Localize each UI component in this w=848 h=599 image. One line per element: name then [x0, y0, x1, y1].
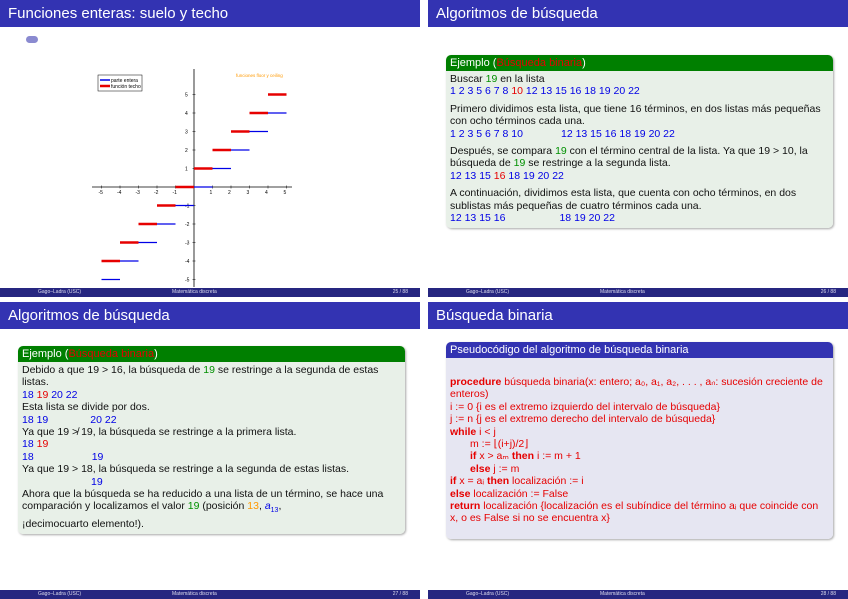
x-tick-label: 3: [246, 190, 250, 196]
y-tick-label: -4: [185, 259, 190, 265]
y-tick-label: -5: [185, 277, 190, 284]
x-tick-label: 2: [228, 190, 231, 196]
footer-author: Gago–Ladra (USC): [466, 289, 510, 295]
footer-author: Gago–Ladra (USC): [38, 289, 82, 295]
paragraph-found: Ahora que la búsqueda se ha reducido a una lista de un término, se hace una comparación y localizamos el valor 19 (posición 13, $a_{13}$,: [22, 488, 384, 515]
footer-author: Gago–Ladra (USC): [466, 591, 510, 597]
plot-title: funciones floor y ceiling: [236, 73, 283, 78]
block-body: [18, 362, 405, 534]
list-b: 18 19 20 22: [22, 413, 117, 426]
y-tick-label: 1: [185, 166, 188, 173]
y-tick-label: -3: [185, 240, 190, 247]
x-tick-label: 1: [209, 190, 213, 196]
paragraph-fourteenth: ¡decimocuarto elemento!).: [22, 517, 144, 530]
floor-ceiling-plot: [0, 27, 420, 287]
footer-course: Matemática discreta: [172, 591, 217, 597]
slide-footer: [428, 288, 848, 297]
slide-title: Búsqueda binaria: [428, 302, 848, 329]
search-target: Buscar 19 en la lista: [450, 73, 545, 85]
list-c: 18 19: [22, 438, 49, 451]
y-tick-label: 3: [185, 129, 188, 136]
footer-page: 28 / 88: [820, 591, 836, 597]
if-found-line: if x = aᵢ then localización := i: [450, 475, 584, 488]
slide-busqueda-1: [428, 0, 848, 297]
slide-pseudocodigo: [428, 302, 848, 599]
footer-course: Matemática discreta: [172, 289, 217, 295]
init-i-line: i := 0 {i es el extremo izquierdo del intervalo de búsqueda}: [450, 400, 720, 413]
slide-footer: [0, 590, 420, 599]
list-second: 12 13 15 16 18 19 20 22: [450, 169, 564, 182]
paragraph-next: A continuación, dividimos esta lista, que cuenta con ocho términos, en dos sublistas más pequeñas de cuatro términos cada una.: [450, 187, 797, 212]
list-sublists: 12 13 15 16 18 19 20 22: [450, 212, 615, 225]
pseudocode-block: [446, 342, 833, 539]
example-block: [18, 346, 405, 534]
x-tick-label: -5: [98, 190, 103, 196]
paragraph-split: Esta lista se divide por dos.: [22, 401, 150, 414]
footer-page: 26 / 88: [820, 289, 836, 295]
y-tick-label: 4: [185, 111, 188, 117]
paragraph-second: Ya que 19 > 18, la búsqueda se restringe a la segunda de estas listas.: [22, 463, 349, 476]
example-block: [446, 55, 833, 228]
y-tick-label: -2: [185, 222, 190, 228]
slide-title: Funciones enteras: suelo y techo: [0, 0, 420, 27]
y-tick-label: -1: [185, 203, 190, 210]
paragraph-restrict: Debido a que 19 > 16, la búsqueda de 19 se restringe a la segunda de estas listas.: [22, 364, 379, 389]
paragraph-compare: Después, se compara 19 con el término central de la lista. Ya que 19 > 10, la búsqueda de 19 se restringe a la segunda lista.: [450, 145, 808, 170]
list-a: 18 19 20 22: [22, 388, 78, 401]
y-tick-label: 5: [185, 92, 188, 99]
block-title: Pseudocódigo del algoritmo de búsqueda binaria: [446, 342, 833, 358]
block-body: [446, 71, 833, 228]
footer-author: Gago–Ladra (USC): [38, 591, 82, 597]
while-line: while i < j: [450, 425, 496, 438]
footer-course: Matemática discreta: [600, 289, 645, 295]
y-tick-label: 2: [185, 148, 188, 154]
x-tick-label: -2: [154, 190, 159, 196]
block-body: [446, 358, 833, 539]
x-tick-label: 5: [283, 190, 287, 196]
list-full: 1 2 3 5 6 7 8 10 12 13 15 16 18 19 20 22: [450, 85, 640, 98]
else-false-line: else localización := False: [450, 487, 569, 500]
block-title: Ejemplo (Búsqueda binaria): [18, 346, 405, 362]
x-tick-label: -3: [135, 190, 140, 196]
x-tick-label: -1: [172, 190, 177, 196]
paragraph-divide: Primero dividimos esta lista, que tiene 16 términos, en dos listas más pequeñas con ocho términos cada una.: [450, 102, 821, 128]
footer-course: Matemática discreta: [600, 591, 645, 597]
if-line: if x > aₘ then i := m + 1: [470, 450, 581, 463]
x-tick-label: -4: [117, 190, 122, 196]
slide-busqueda-2: [0, 302, 420, 599]
slide-footer: [428, 590, 848, 599]
x-tick-label: 4: [265, 190, 268, 196]
procedure-line: procedure búsqueda binaria(x: entero; a₀, a₁, a₂, . . . , aₙ: sucesión creciente de enteros): [450, 376, 823, 401]
paragraph-first: Ya que 19 ≯ 19, la búsqueda se restringe a la primera lista.: [22, 426, 297, 439]
legend-floor-label: parte entera: [111, 78, 138, 84]
block-title: Ejemplo (Búsqueda binaria): [446, 55, 833, 71]
else-line: else j := m: [470, 462, 520, 475]
list-d: 18 19: [22, 450, 104, 463]
midpoint-line: m := ⌊(i+j)/2⌋: [470, 438, 529, 451]
slide-title: Algoritmos de búsqueda: [428, 0, 848, 27]
slide-floor-ceiling: [0, 0, 420, 297]
footer-page: 27 / 88: [392, 591, 408, 597]
footer-page: 25 / 88: [392, 289, 408, 295]
init-j-line: j := n {j es el extremo derecho del intervalo de búsqueda}: [450, 413, 716, 426]
list-e: 19: [91, 475, 103, 488]
slide-title: Algoritmos de búsqueda: [0, 302, 420, 329]
return-line: return localización {localización es el subíndice del término aᵢ que coincide con x, o es False si no se encuentra x}: [450, 500, 819, 525]
legend-ceil-label: función techo: [111, 84, 141, 90]
list-split: 1 2 3 5 6 7 8 10 12 13 15 16 18 19 20 22: [450, 127, 675, 140]
slide-footer: [0, 288, 420, 297]
